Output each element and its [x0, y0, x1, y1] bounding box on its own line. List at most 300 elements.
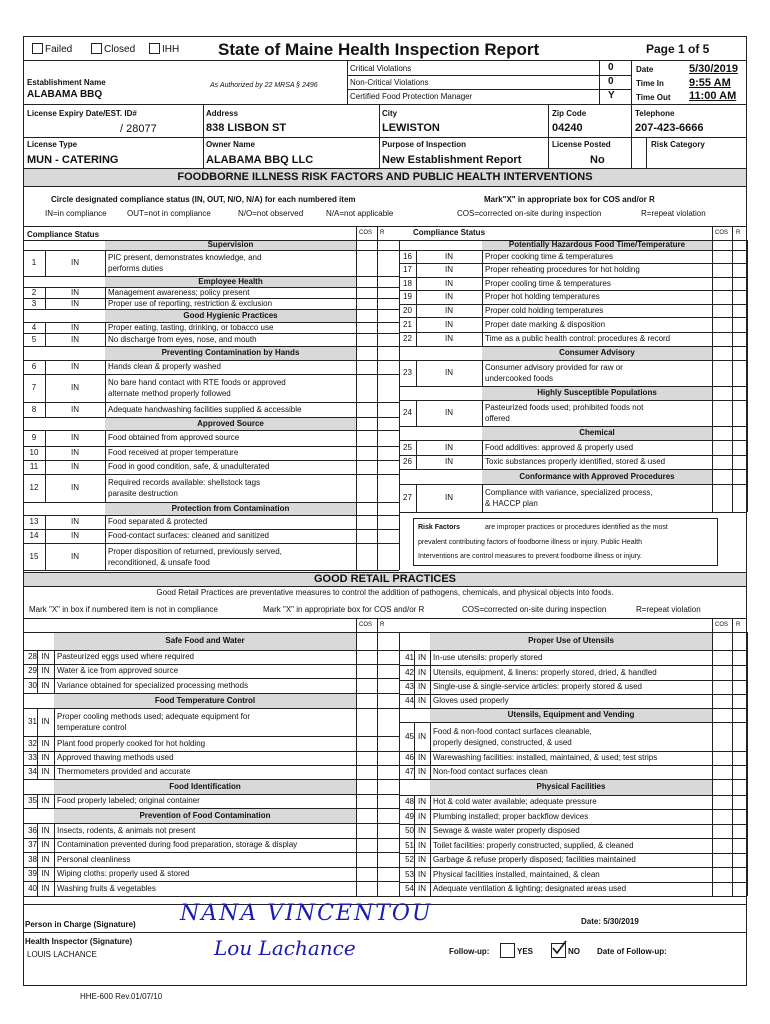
cos-box[interactable] — [357, 737, 377, 751]
cos-box[interactable] — [357, 447, 377, 460]
item-description-cont: offered — [485, 414, 510, 423]
item-status[interactable]: IN — [418, 869, 426, 879]
item-status[interactable]: IN — [41, 825, 50, 835]
repeat-box[interactable] — [733, 305, 747, 317]
telephone-value: 207-423-6666 — [635, 122, 704, 134]
repeat-box[interactable] — [733, 854, 747, 867]
violation-item — [399, 455, 747, 469]
time-out-value: 11:00 AM — [689, 90, 737, 102]
item-status[interactable]: IN — [71, 483, 79, 492]
item-status[interactable]: IN — [445, 265, 453, 274]
cos-box[interactable] — [713, 278, 732, 290]
cos-box[interactable] — [713, 264, 732, 277]
item-status[interactable]: IN — [418, 797, 426, 806]
repeat-box[interactable] — [733, 883, 747, 896]
cos-box[interactable] — [713, 868, 732, 882]
item-number: 34 — [28, 767, 37, 776]
repeat-box[interactable] — [733, 810, 747, 824]
cos-box[interactable] — [357, 431, 377, 446]
item-number: 8 — [31, 404, 37, 414]
cos-box[interactable] — [713, 291, 732, 304]
city-label: City — [382, 109, 398, 118]
item-status[interactable]: IN — [41, 753, 50, 762]
section-header: Conformance with Approved Procedures — [519, 471, 675, 481]
repeat-box[interactable] — [378, 651, 399, 664]
failed-checkbox[interactable] — [32, 43, 43, 54]
item-status[interactable]: IN — [41, 840, 50, 849]
license-expiry-label: License Expiry Date/EST. ID# — [27, 109, 137, 118]
cos-box[interactable] — [357, 544, 377, 570]
item-description: Physical facilities installed, maintained, & clean — [433, 869, 600, 879]
item-description: Water & ice from approved source — [57, 666, 179, 675]
followup-label: Follow-up: — [449, 947, 490, 956]
item-description: Insects, rodents, & animals not present — [57, 825, 196, 835]
repeat-box[interactable] — [733, 651, 747, 665]
repeat-box[interactable] — [733, 278, 747, 290]
item-number: 11 — [29, 462, 39, 471]
repeat-box[interactable] — [378, 737, 399, 751]
item-status[interactable]: IN — [418, 811, 426, 821]
retail-r-header: R — [380, 622, 385, 628]
item-number: 53 — [405, 869, 414, 879]
license-expiry-value: / 28077 — [120, 123, 157, 135]
violation-item — [399, 484, 747, 512]
item-status[interactable]: IN — [418, 767, 426, 776]
cos-box[interactable] — [357, 334, 377, 346]
cos-box[interactable] — [713, 839, 732, 853]
cos-box[interactable] — [713, 485, 732, 512]
repeat-box[interactable] — [733, 333, 747, 346]
repeat-box[interactable] — [733, 401, 747, 426]
repeat-box[interactable] — [378, 530, 399, 543]
closed-label: Closed — [104, 44, 136, 55]
critical-label: Critical Violations — [350, 64, 412, 73]
page-number: Page 1 of 5 — [646, 42, 710, 56]
item-status[interactable]: IN — [445, 278, 453, 288]
item-description: Toilet facilities: properly constructed, supplied, & cleaned — [433, 840, 634, 850]
retail-legend-mark: Mark "X" in appropriate box for COS and/or R — [263, 605, 425, 614]
item-status[interactable]: IN — [418, 652, 426, 662]
repeat-box[interactable] — [733, 825, 747, 838]
item-number: 14 — [29, 531, 39, 540]
closed-checkbox[interactable] — [91, 43, 102, 54]
item-number: 23 — [403, 368, 412, 377]
item-number: 2 — [31, 287, 37, 297]
item-status[interactable]: IN — [71, 433, 79, 442]
item-number: 33 — [28, 753, 37, 762]
cos-box[interactable] — [713, 318, 732, 332]
repeat-box[interactable] — [378, 375, 399, 402]
cos-box[interactable] — [713, 251, 732, 263]
cos-box[interactable] — [357, 461, 377, 474]
item-number: 49 — [405, 811, 414, 821]
repeat-box[interactable] — [378, 882, 399, 896]
section-header: Supervision — [207, 240, 254, 249]
health-inspector-label: Health Inspector (Signature) — [25, 937, 133, 946]
item-status[interactable]: IN — [71, 448, 79, 457]
item-status[interactable]: IN — [41, 767, 50, 776]
cos-box[interactable] — [357, 882, 377, 896]
zip-value: 04240 — [552, 122, 583, 134]
cos-box[interactable] — [713, 695, 732, 708]
item-description-cont: temperature control — [57, 723, 127, 732]
cos-box[interactable] — [357, 853, 377, 867]
retail-item — [23, 708, 399, 736]
noncritical-label: Non-Critical Violations — [350, 78, 429, 87]
retail-item — [23, 794, 399, 808]
cos-box[interactable] — [357, 299, 377, 309]
item-number: 27 — [403, 493, 412, 502]
repeat-box[interactable] — [733, 695, 747, 708]
repeat-box[interactable] — [378, 361, 399, 374]
item-description: Food received at proper temperature — [108, 448, 239, 457]
violation-item — [399, 263, 747, 277]
item-status[interactable]: IN — [41, 869, 50, 878]
item-number: 17 — [403, 265, 412, 274]
critical-value: 0 — [608, 62, 614, 73]
item-number: 50 — [405, 826, 414, 835]
repeat-box[interactable] — [733, 291, 747, 304]
repeat-box[interactable] — [733, 666, 747, 680]
violation-item — [23, 333, 399, 346]
repeat-box[interactable] — [378, 544, 399, 570]
item-status[interactable]: IN — [418, 753, 426, 762]
retail-item — [23, 751, 399, 765]
item-status[interactable]: IN — [418, 826, 426, 835]
repeat-box[interactable] — [733, 839, 747, 853]
failed-label: Failed — [45, 44, 73, 55]
violation-item — [23, 287, 399, 298]
item-number: 16 — [403, 251, 412, 261]
cos-box[interactable] — [357, 651, 377, 664]
date-value: 5/30/2019 — [689, 63, 738, 75]
item-status[interactable]: IN — [71, 383, 79, 392]
repeat-box[interactable] — [733, 485, 747, 512]
item-status[interactable]: IN — [418, 855, 426, 864]
item-status[interactable]: IN — [71, 334, 79, 344]
section-header: Potentially Hazardous Food Time/Temperature — [508, 240, 686, 249]
violation-item — [23, 360, 399, 374]
repeat-box[interactable] — [378, 461, 399, 474]
cos-box[interactable] — [357, 516, 377, 529]
item-description-cont: & HACCP plan — [485, 499, 538, 508]
item-number: 3 — [31, 298, 37, 308]
item-status[interactable]: IN — [445, 493, 453, 502]
item-status[interactable]: IN — [71, 258, 79, 267]
cos-box[interactable] — [713, 441, 732, 455]
item-description: Single-use & single-service articles: properly stored & used — [433, 682, 642, 691]
repeat-box[interactable] — [378, 403, 399, 417]
item-status[interactable]: IN — [445, 251, 453, 261]
item-status[interactable]: IN — [445, 292, 453, 301]
license-posted-label: License Posted — [552, 140, 611, 149]
checkmark-icon — [551, 940, 567, 956]
r-header-right: R — [736, 230, 741, 236]
item-status[interactable]: IN — [418, 696, 426, 705]
item-status[interactable]: IN — [71, 462, 79, 471]
item-number: 19 — [403, 292, 412, 301]
cos-box[interactable] — [357, 679, 377, 693]
cos-box[interactable] — [713, 810, 732, 824]
item-number: 7 — [31, 383, 37, 392]
repeat-box[interactable] — [733, 766, 747, 779]
repeat-box[interactable] — [733, 868, 747, 882]
cos-box[interactable] — [713, 333, 732, 346]
cos-box[interactable] — [713, 305, 732, 317]
item-status[interactable]: IN — [41, 666, 50, 675]
time-out-label: Time Out — [636, 93, 671, 102]
followup-yes-checkbox[interactable] — [500, 943, 515, 958]
retail-item — [23, 765, 399, 779]
repeat-box[interactable] — [733, 752, 747, 765]
item-status[interactable]: IN — [418, 731, 426, 741]
item-number: 4 — [31, 322, 37, 332]
repeat-box[interactable] — [378, 516, 399, 529]
repeat-box[interactable] — [378, 299, 399, 309]
repeat-box[interactable] — [733, 456, 747, 469]
repeat-box[interactable] — [378, 251, 399, 276]
item-description: Proper cooling time & temperatures — [485, 278, 611, 288]
repeat-box[interactable] — [378, 824, 399, 838]
repeat-box[interactable] — [733, 251, 747, 263]
item-description-cont: alternate method properly followed — [108, 389, 231, 398]
item-number: 28 — [28, 652, 37, 661]
item-status[interactable]: IN — [445, 319, 453, 329]
cos-box[interactable] — [713, 651, 732, 665]
violation-item — [23, 460, 399, 474]
repeat-box[interactable] — [378, 709, 399, 736]
cos-box[interactable] — [357, 323, 377, 333]
item-description: Consumer advisory provided for raw or — [485, 363, 623, 372]
item-description: Food obtained from approved source — [108, 433, 240, 442]
foodborne-title: FOODBORNE ILLNESS RISK FACTORS AND PUBLIC HEALTH INTERVENTIONS — [177, 171, 593, 183]
repeat-box[interactable] — [378, 431, 399, 446]
cos-box[interactable] — [713, 681, 732, 694]
cos-box[interactable] — [357, 403, 377, 417]
item-description: Utensils, equipment, & linens: properly stored, dried, & handled — [433, 667, 657, 677]
repeat-box[interactable] — [378, 665, 399, 678]
cos-box[interactable] — [357, 251, 377, 276]
item-description: Wiping cloths: properly used & stored — [57, 869, 190, 878]
repeat-box[interactable] — [733, 723, 747, 751]
item-status[interactable]: IN — [41, 717, 50, 726]
repeat-box[interactable] — [733, 681, 747, 694]
cos-box[interactable] — [357, 824, 377, 838]
retail-item — [23, 664, 399, 678]
cos-box[interactable] — [713, 361, 732, 386]
cos-box[interactable] — [713, 666, 732, 680]
compliance-status-label-right: Compliance Status — [413, 228, 486, 237]
form-revision: HHE-600 Rev.01/07/10 — [80, 992, 163, 1001]
repeat-box[interactable] — [378, 752, 399, 765]
item-status[interactable]: IN — [71, 322, 79, 332]
r-header: R — [380, 230, 385, 236]
item-number: 21 — [403, 319, 412, 329]
item-status[interactable]: IN — [71, 551, 79, 561]
retail-subtitle: Good Retail Practices are preventative measures to control the addition of pathogens, chemicals, and physical objects into foods. — [156, 588, 614, 597]
retail-item — [23, 852, 399, 867]
item-status[interactable]: IN — [41, 883, 50, 893]
legend-cos: COS=corrected on-site during inspection — [457, 209, 602, 218]
cos-box[interactable] — [357, 766, 377, 779]
item-description: Garbage & refuse properly disposed; facilities maintained — [433, 855, 636, 864]
cos-box[interactable] — [357, 530, 377, 543]
cos-box[interactable] — [713, 825, 732, 838]
item-status[interactable]: IN — [418, 884, 426, 893]
item-number: 54 — [405, 884, 414, 893]
repeat-box[interactable] — [378, 288, 399, 298]
section-header: Protection from Contamination — [171, 503, 290, 513]
repeat-box[interactable] — [378, 323, 399, 333]
violation-item — [399, 317, 747, 332]
city-value: LEWISTON — [382, 122, 440, 134]
compliance-status-label: Compliance Status — [27, 230, 100, 239]
item-status[interactable]: IN — [71, 531, 79, 540]
cos-box[interactable] — [357, 868, 377, 881]
item-status[interactable]: IN — [445, 457, 453, 466]
repeat-box[interactable] — [378, 475, 399, 502]
item-status[interactable]: IN — [445, 334, 453, 343]
item-status[interactable]: IN — [71, 298, 79, 308]
certified-value: Y — [608, 90, 615, 101]
retail-legend-x: Mark "X" in box if numbered item is not in compliance — [29, 605, 218, 614]
section-header: Utensils, Equipment and Vending — [507, 710, 635, 719]
retail-item — [399, 751, 747, 765]
violation-item — [23, 430, 399, 446]
repeat-box[interactable] — [378, 447, 399, 460]
item-number: 48 — [405, 797, 414, 806]
cos-box[interactable] — [357, 361, 377, 374]
cos-box[interactable] — [713, 796, 732, 809]
item-number: 12 — [29, 483, 39, 492]
cos-box[interactable] — [713, 401, 732, 426]
item-number: 31 — [28, 717, 37, 726]
item-status[interactable]: IN — [41, 652, 50, 661]
item-description: Sewage & waste water properly disposed — [433, 826, 580, 835]
cos-box[interactable] — [357, 839, 377, 852]
purpose-value: New Establishment Report — [382, 154, 522, 166]
violation-item — [23, 322, 399, 333]
item-status[interactable]: IN — [41, 738, 50, 748]
owner-label: Owner Name — [206, 140, 255, 149]
violation-item — [23, 474, 399, 502]
item-status[interactable]: IN — [418, 840, 426, 850]
item-status[interactable]: IN — [418, 682, 426, 691]
item-description: Time as a public health control: procedures & record — [485, 334, 671, 343]
repeat-box[interactable] — [378, 766, 399, 779]
retail-cos-header-right: COS — [715, 622, 729, 628]
legend-r: R=repeat violation — [641, 209, 706, 218]
item-status[interactable]: IN — [418, 667, 426, 677]
cos-box[interactable] — [713, 456, 732, 469]
item-description: Plumbing installed; proper backflow devices — [433, 811, 589, 821]
person-in-charge-label: Person in Charge (Signature) — [25, 920, 136, 929]
section-header: Prevention of Food Contamination — [139, 810, 271, 820]
retail-item — [399, 795, 747, 809]
cos-box[interactable] — [713, 766, 732, 779]
repeat-box[interactable] — [378, 839, 399, 852]
retail-item — [23, 823, 399, 838]
item-status[interactable]: IN — [41, 680, 50, 690]
item-number: 36 — [28, 825, 37, 835]
item-status[interactable]: IN — [71, 362, 79, 371]
item-description: In-use utensils: properly stored — [433, 652, 543, 662]
item-description: Gloves used properly — [433, 696, 509, 705]
person-in-charge-signature[interactable]: NANA VINCENTOU — [180, 901, 433, 926]
item-status[interactable]: IN — [71, 517, 79, 526]
repeat-box[interactable] — [733, 264, 747, 277]
item-number: 35 — [28, 796, 37, 805]
item-status[interactable]: IN — [41, 796, 50, 805]
repeat-box[interactable] — [378, 868, 399, 881]
item-description: Hands clean & properly washed — [108, 362, 221, 371]
repeat-box[interactable] — [733, 361, 747, 386]
cos-box[interactable] — [357, 665, 377, 678]
followup-yes-label: YES — [517, 947, 534, 956]
repeat-box[interactable] — [733, 318, 747, 332]
cos-box[interactable] — [357, 288, 377, 298]
cos-box[interactable] — [357, 475, 377, 502]
item-status[interactable]: IN — [71, 404, 79, 414]
item-status[interactable]: IN — [41, 854, 50, 864]
item-status[interactable]: IN — [71, 287, 79, 297]
repeat-box[interactable] — [378, 334, 399, 346]
cos-box[interactable] — [357, 375, 377, 402]
item-status[interactable]: IN — [445, 442, 453, 452]
ihh-checkbox[interactable] — [149, 43, 160, 54]
cos-box[interactable] — [713, 854, 732, 867]
followup-no-label: NO — [568, 947, 580, 956]
repeat-box[interactable] — [733, 441, 747, 455]
item-description: Food properly labeled; original container — [57, 796, 200, 805]
item-description: Proper hot holding temperatures — [485, 292, 600, 301]
repeat-box[interactable] — [378, 679, 399, 693]
item-number: 38 — [28, 854, 37, 864]
retail-legend-cos: COS=corrected on-site during inspection — [462, 605, 607, 614]
item-status[interactable]: IN — [445, 408, 453, 417]
health-inspector-name: LOUIS LACHANCE — [27, 950, 97, 959]
repeat-box[interactable] — [378, 853, 399, 867]
item-description: Pasteurized eggs used where required — [57, 652, 194, 661]
item-status[interactable]: IN — [445, 305, 453, 315]
cos-box[interactable] — [357, 709, 377, 736]
item-number: 25 — [403, 442, 412, 452]
health-inspector-signature[interactable]: Lou Lachance — [214, 936, 356, 960]
repeat-box[interactable] — [378, 795, 399, 808]
cos-header: COS — [359, 230, 373, 236]
cos-box[interactable] — [357, 752, 377, 765]
followup-no-checkbox[interactable] — [551, 943, 566, 958]
mark-instructions: Mark"X" in appropriate box for COS and/or R — [484, 195, 655, 204]
legend-in: IN=in compliance — [45, 209, 107, 218]
violation-item — [23, 446, 399, 460]
cos-box[interactable] — [713, 752, 732, 765]
violation-item — [399, 304, 747, 317]
item-description: Variance obtained for specialized processing methods — [57, 680, 249, 690]
item-status[interactable]: IN — [445, 368, 453, 377]
item-description-cont: properly designed, constructed, & used — [433, 737, 572, 747]
repeat-box[interactable] — [733, 796, 747, 809]
cos-box[interactable] — [713, 883, 732, 896]
cos-box[interactable] — [357, 795, 377, 808]
item-description: Proper cooking time & temperatures — [485, 251, 614, 261]
item-description: Food in good condition, safe, & unadulterated — [108, 462, 270, 471]
cos-box[interactable] — [713, 723, 732, 751]
item-number: 13 — [29, 517, 39, 526]
violation-item — [399, 360, 747, 386]
violation-item — [399, 277, 747, 290]
retail-item — [399, 853, 747, 867]
